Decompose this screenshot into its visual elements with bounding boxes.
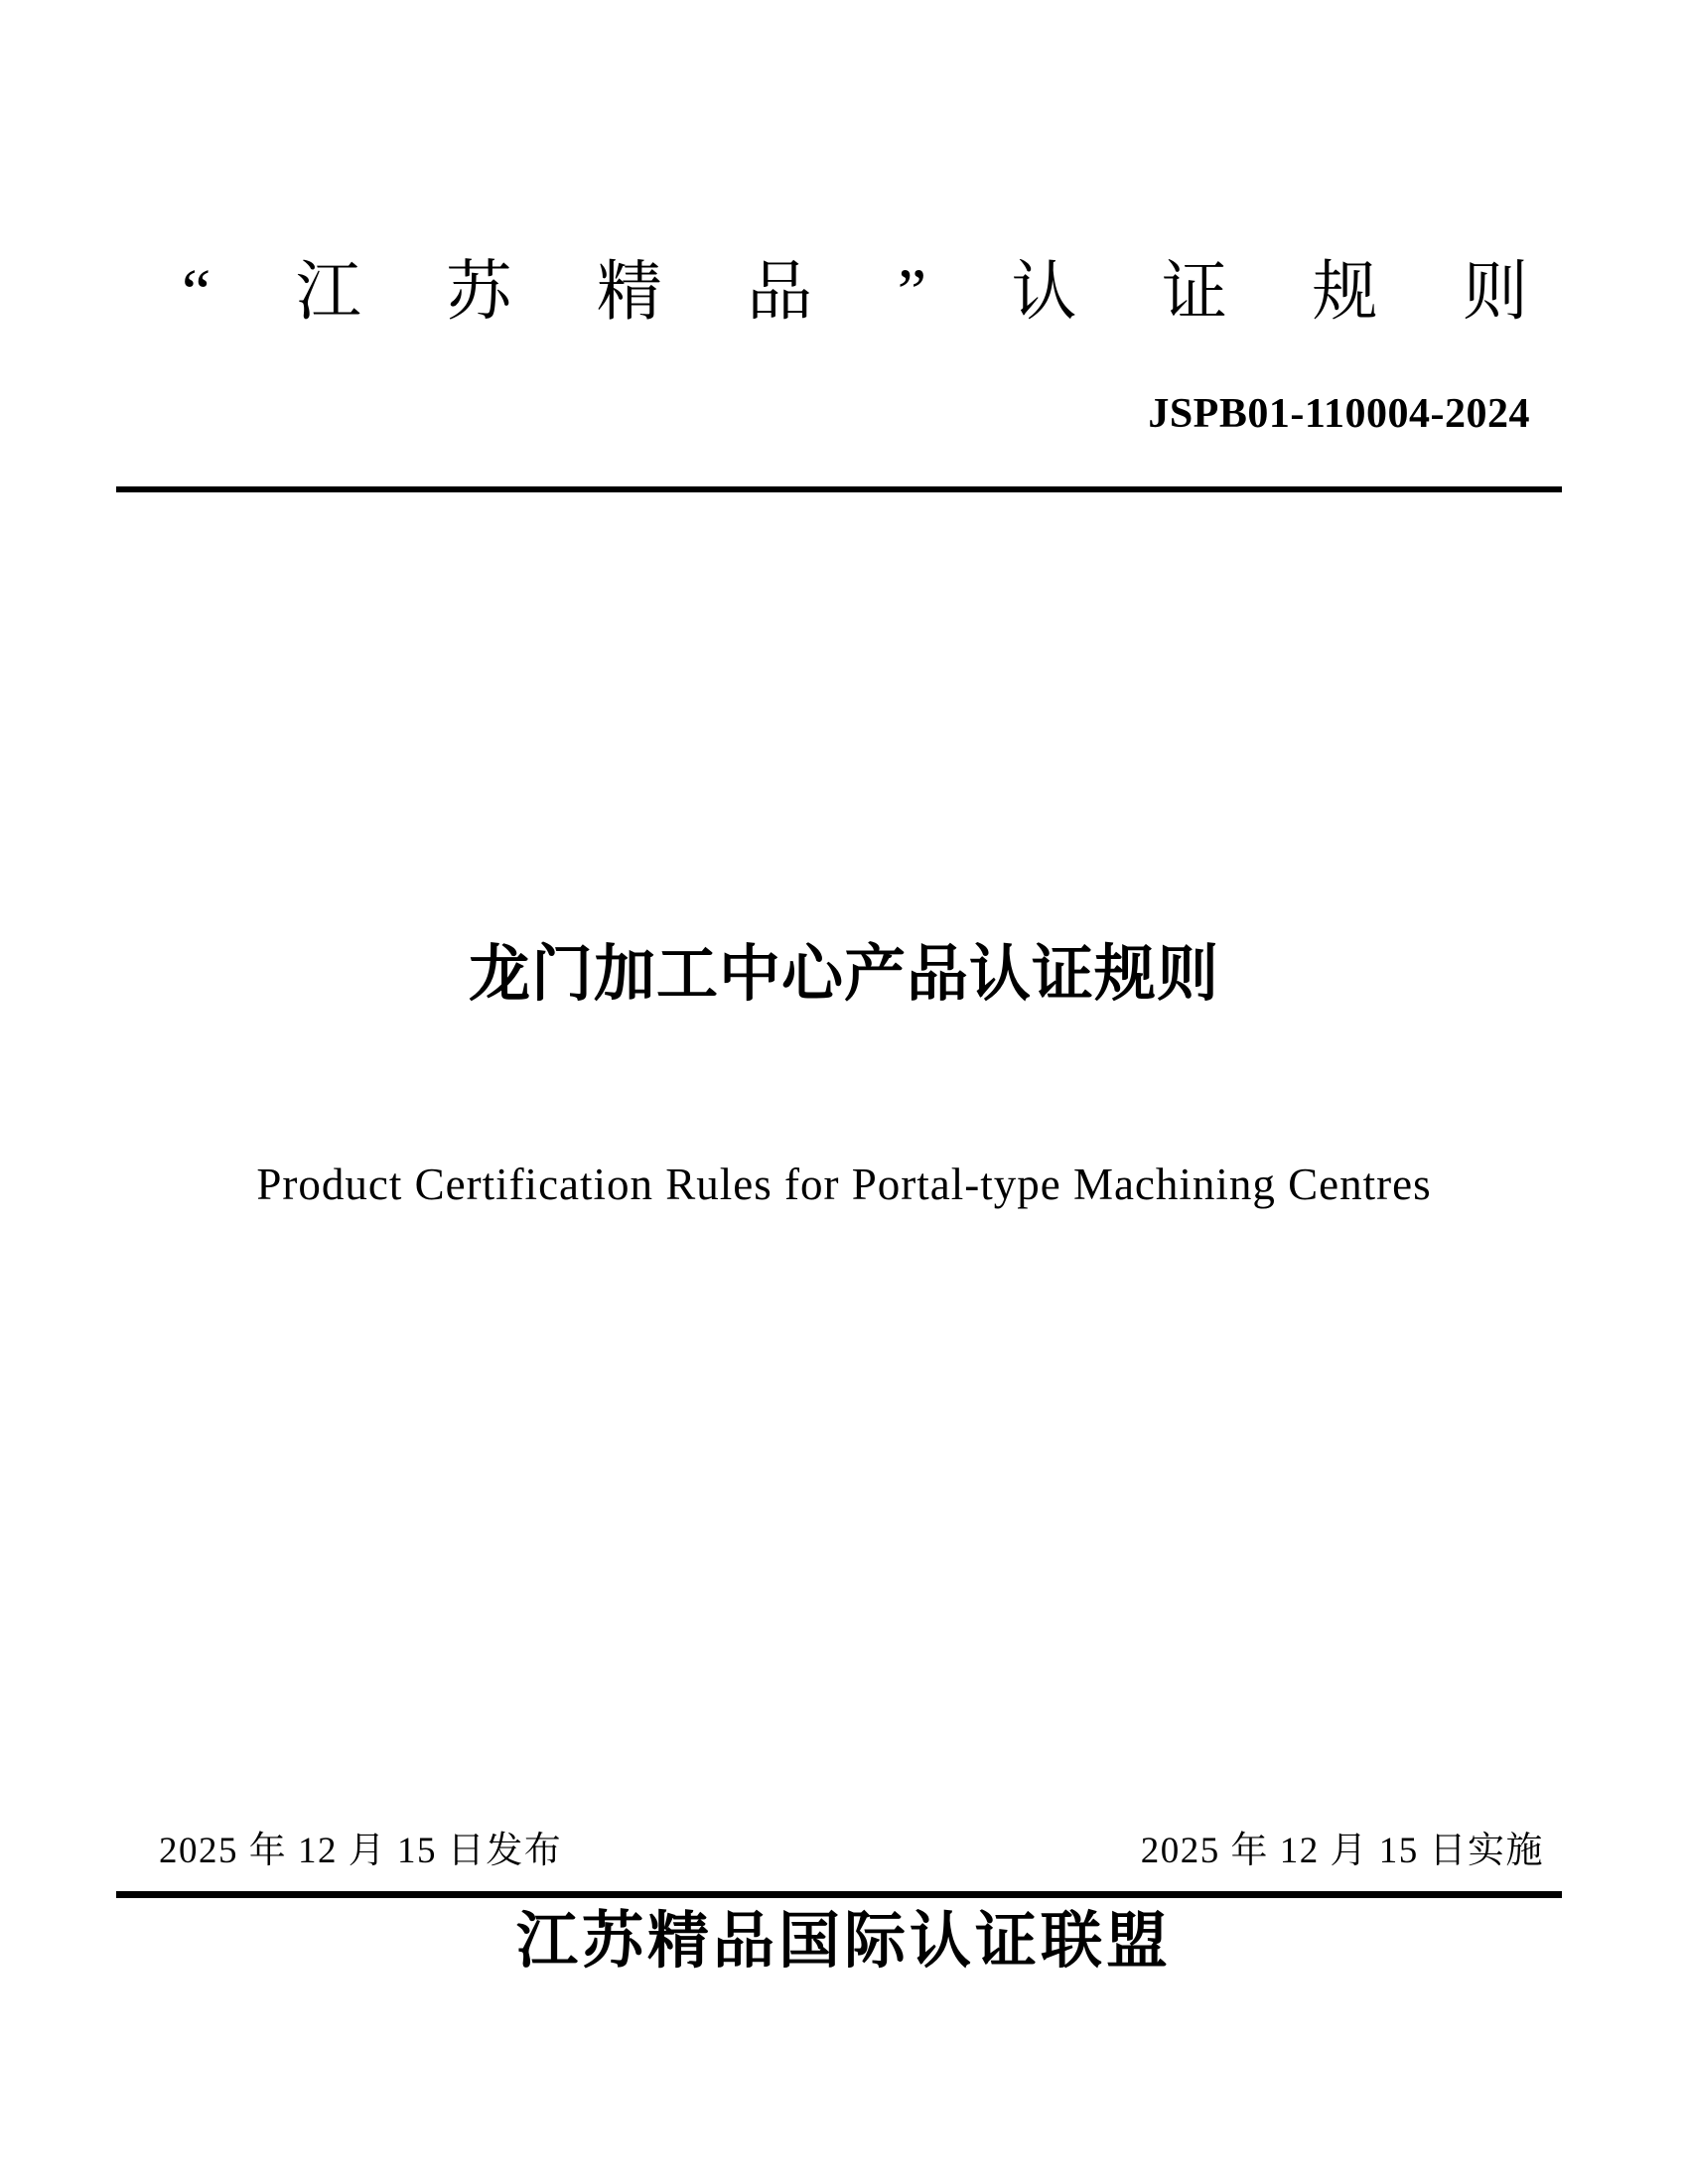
brand-title-char: 证 xyxy=(1161,256,1227,329)
implementation-date: 2025 年 12 月 15 日实施 xyxy=(1140,1831,1544,1871)
top-divider-line xyxy=(116,486,1562,492)
brand-title-char: 规 xyxy=(1312,256,1378,329)
document-code: JSPB01-110004-2024 xyxy=(1148,391,1530,437)
brand-certification-title xyxy=(182,256,1528,329)
issue-date: 2025 年 12 月 15 日发布 xyxy=(159,1831,563,1871)
dates-row xyxy=(159,1833,1544,1869)
brand-title-open-quote: “ xyxy=(182,256,211,329)
brand-title-char: 品 xyxy=(747,256,813,329)
chinese-document-title: 龙门加工中心产品认证规则 xyxy=(468,941,1219,1009)
brand-title-char: 则 xyxy=(1462,256,1528,329)
brand-title-char: 精 xyxy=(596,256,662,329)
brand-title-char: 苏 xyxy=(446,256,512,329)
issuing-organization-name: 江苏精品国际认证联盟 xyxy=(515,1908,1172,1976)
brand-title-char: 江 xyxy=(295,256,361,329)
brand-title-close-quote: ” xyxy=(897,256,927,329)
brand-title-char: 认 xyxy=(1011,256,1077,329)
english-document-title: Product Certification Rules for Portal-type Machining Centres xyxy=(256,1160,1432,1209)
bottom-divider-line xyxy=(116,1891,1562,1898)
